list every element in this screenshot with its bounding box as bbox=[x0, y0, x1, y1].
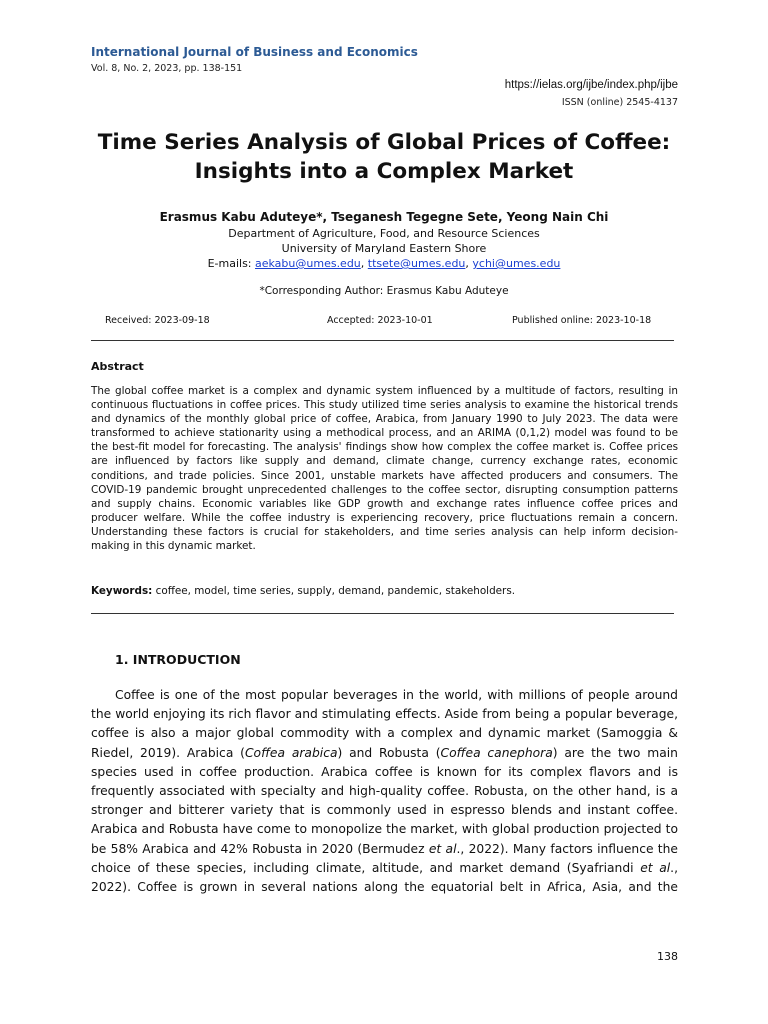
section-heading-introduction: 1. INTRODUCTION bbox=[115, 652, 241, 667]
volume-info: Vol. 8, No. 2, 2023, pp. 138-151 bbox=[91, 63, 243, 74]
published-date: Published online: 2023-10-18 bbox=[512, 315, 652, 326]
university: University of Maryland Eastern Shore bbox=[281, 242, 487, 255]
email-link-1[interactable]: aekabu@umes.edu bbox=[255, 257, 361, 270]
intro-italic: et al bbox=[640, 860, 671, 875]
abstract-heading: Abstract bbox=[91, 360, 144, 373]
email-list bbox=[60, 257, 708, 270]
keywords bbox=[91, 585, 678, 597]
email-separator: , bbox=[465, 257, 473, 270]
journal-url: https://ielas.org/ijbe/index.php/ijbe bbox=[504, 79, 678, 91]
department: Department of Agriculture, Food, and Resource Sciences bbox=[228, 227, 540, 240]
introduction-paragraph bbox=[91, 686, 678, 897]
corresponding-author: *Corresponding Author: Erasmus Kabu Aduteye bbox=[259, 285, 509, 297]
paper-title-line-1: Time Series Analysis of Global Prices of Coffee: bbox=[97, 130, 671, 155]
email-separator: , bbox=[360, 257, 368, 270]
author-list: Erasmus Kabu Aduteye*, Tseganesh Tegegne Sete, Yeong Nain Chi bbox=[159, 210, 609, 224]
journal-name: International Journal of Business and Economics bbox=[91, 45, 418, 59]
email-link-2[interactable]: ttsete@umes.edu bbox=[367, 257, 466, 270]
abstract-text: The global coffee market is a complex and dynamic system influenced by a multitude of factors, resulting in continuous fluctuations in coffee prices. This study utilized time series analysis to examine the historical trends and dynamics of the monthly global price of coffee, Arabica, from January 1990 to July 2023. The data were transformed to achieve stationarity using a methodical process, and an ARIMA (0,1,2) model was found to be the best-fit model for forecasting. The analysis' findings show how complex the coffee market is. Coffee prices are influenced by factors like supply and demand, climate change, currency exchange rates, economic conditions, and trade policies. Since 2001, unstable markets have affected producers and consumers. The COVID-19 pandemic brought unprecedented challenges to the coffee sector, disrupting consumption patterns and supply chains. Economic variables like GDP growth and exchange rates influence coffee prices and producer welfare. While the coffee industry is experiencing recovery, price fluctuations remain a concern. Understanding these factors is crucial for stakeholders, and time series analysis can help inform decision-making in this dynamic market. bbox=[91, 385, 678, 553]
intro-text: ) and Robusta ( bbox=[337, 745, 441, 760]
received-date: Received: 2023-09-18 bbox=[105, 315, 210, 326]
intro-italic: Coffea canephora bbox=[440, 745, 553, 760]
accepted-date: Accepted: 2023-10-01 bbox=[327, 315, 433, 326]
email-prefix: E-mails: bbox=[207, 257, 255, 270]
divider bbox=[91, 340, 674, 341]
paper-title-line-2: Insights into a Complex Market bbox=[194, 159, 574, 184]
intro-text: ., 2022). Coffee is grown in several nations along the equatorial belt in Africa, Asia, and the bbox=[91, 860, 678, 895]
issn: ISSN (online) 2545-4137 bbox=[561, 97, 678, 108]
paper-title bbox=[60, 128, 708, 186]
email-link-3[interactable]: ychi@umes.edu bbox=[472, 257, 561, 270]
divider bbox=[91, 613, 674, 614]
intro-text: ., 2022). Many factors influence the choice of these species, including climate, altitude, and market demand (Syafriandi bbox=[91, 841, 678, 875]
intro-italic: Coffea arabica bbox=[244, 745, 338, 760]
keywords-label: Keywords: bbox=[91, 585, 153, 597]
page-number: 138 bbox=[657, 950, 678, 963]
intro-text: ) are the two main species used in coffee production. Arabica coffee is known for its complex flavors and is frequently associated with specialty and high-quality coffee. Robusta, on the other hand, is a stronger and bitterer variety that is commonly used in espresso blends and instant coffee. Arabica and Robusta have come to monopolize the market, with global production projected to be 58% Arabica and 42% Robusta in 2020 (Bermudez bbox=[91, 745, 678, 856]
keywords-text: coffee, model, time series, supply, demand, pandemic, stakeholders. bbox=[152, 585, 516, 597]
intro-text: Coffee is one of the most popular beverages in the world, with millions of people around the world enjoying its rich flavor and stimulating effects. Aside from being a popular beverage, coffee is also a major global commodity with a complex and dynamic market (Samoggia & Riedel, 2019). Arabica ( bbox=[91, 688, 678, 760]
intro-italic: et al bbox=[428, 841, 457, 856]
